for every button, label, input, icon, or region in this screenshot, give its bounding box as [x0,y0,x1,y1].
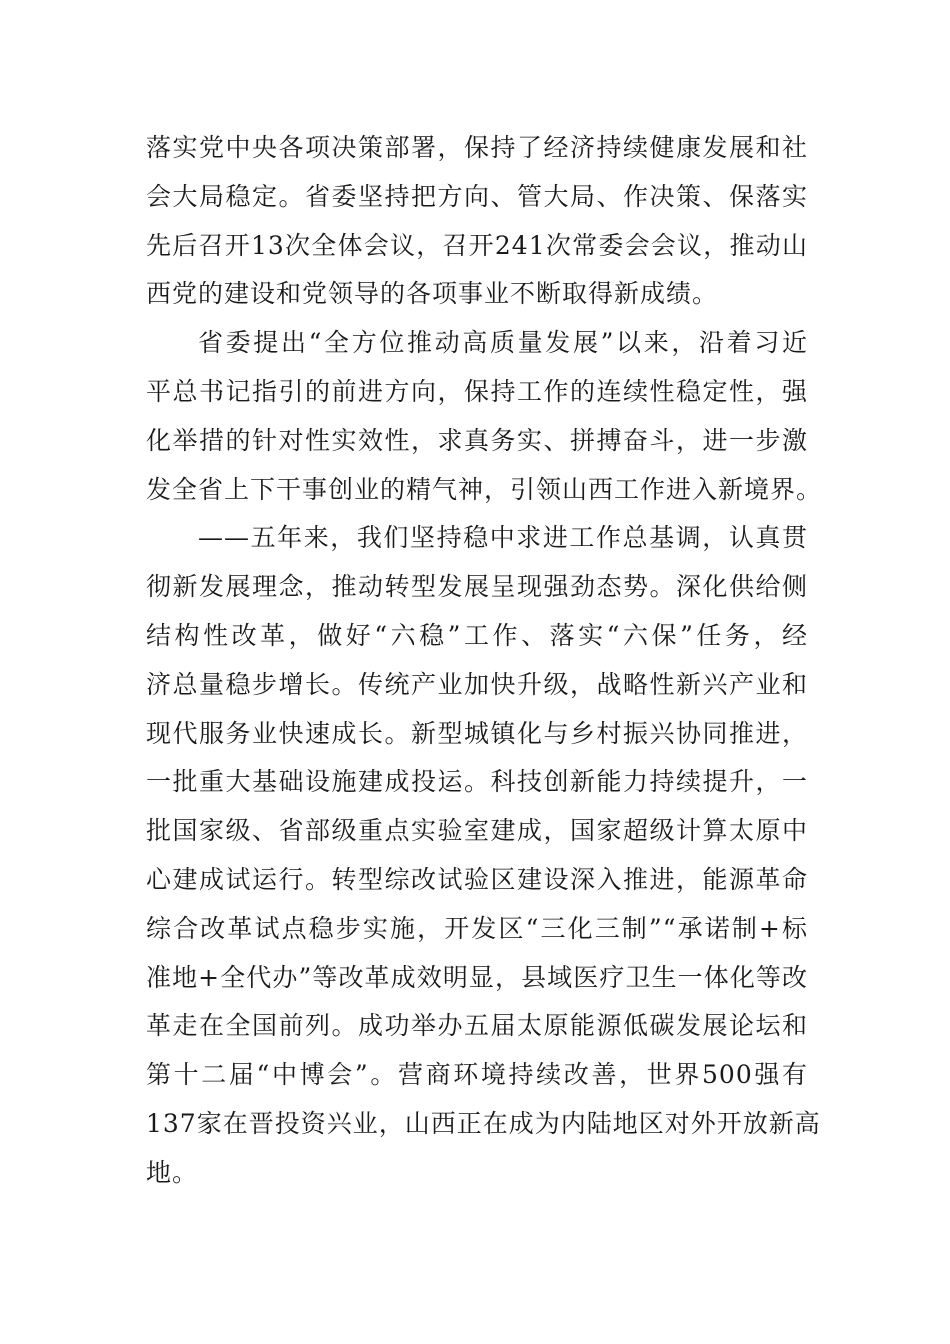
text-line: 济总量稳步增长。传统产业加快升级，战略性新兴产业和 [146,669,808,699]
text-line: 省委提出“全方位推动高质量发展”以来，沿着习近 [198,328,808,358]
text-line: 现代服务业快速成长。新型城镇化与乡村振兴协同推进， [146,718,808,748]
text-line: 西党的建设和党领导的各项事业不断取得新成绩。 [146,279,719,309]
text-line: 综合改革试点稳步实施，开发区“三化三制”“承诺制+标 [146,913,808,943]
text-line: 发全省上下干事创业的精气神，引领山西工作进入新境界。 [146,474,823,504]
text-line: 准地+全代办”等改革成效明显，县域医疗卫生一体化等改 [146,962,808,992]
text-line: 革走在全国前列。成功举办五届太原能源低碳发展论坛和 [146,1011,808,1041]
text-line: 第十二届“中博会”。营商环境持续改善，世界500强有 [146,1060,808,1090]
text-line: 彻新发展理念，推动转型发展呈现强劲态势。深化供给侧 [146,572,808,602]
text-line: ——五年来，我们坚持稳中求进工作总基调，认真贯 [198,523,808,553]
text-line: 化举措的针对性实效性，求真务实、拼搏奋斗，进一步激 [146,425,808,455]
text-line: 平总书记指引的前进方向，保持工作的连续性稳定性，强 [146,376,808,406]
text-line: 心建成试运行。转型综改试验区建设深入推进，能源革命 [146,864,808,894]
paragraph-1 [146,124,808,319]
text-line: 结构性改革，做好“六稳”工作、落实“六保”任务，经 [146,620,808,650]
text-line: 落实党中央各项决策部署，保持了经济持续健康发展和社 [146,133,808,162]
text-line: 批国家级、省部级重点实验室建成，国家超级计算太原中 [146,816,808,846]
text-line: 会大局稳定。省委坚持把方向、管大局、作决策、保落实 [146,181,808,211]
text-line: 一批重大基础设施建成投运。科技创新能力持续提升，一 [146,767,808,797]
paragraph-3 [146,514,821,1197]
paragraph-2 [146,319,823,514]
text-line: 地。 [146,1157,199,1187]
text-line: 137家在晋投资兴业，山西正在成为内陆地区对外开放新高 [146,1108,821,1138]
text-line: 先后召开13次全体会议，召开241次常委会会议，推动山 [146,230,808,260]
document-body [146,124,823,1198]
